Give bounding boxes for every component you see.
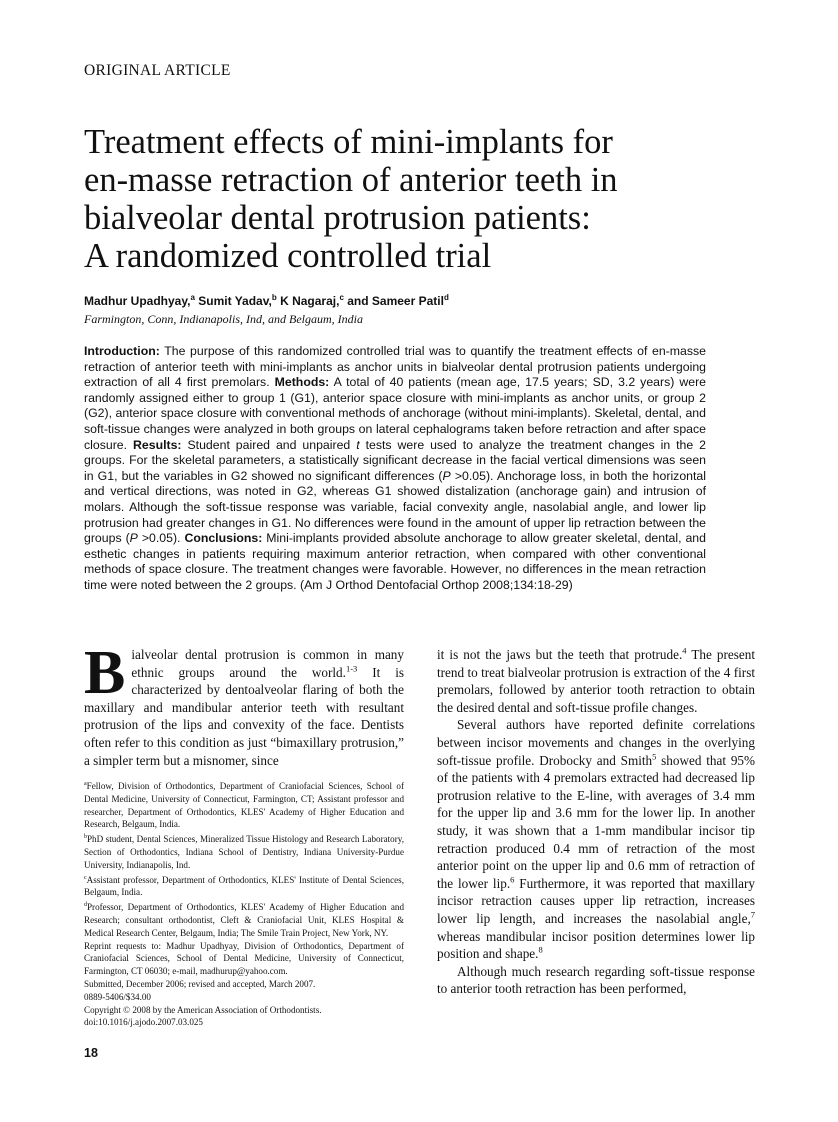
author-sup: a (190, 293, 195, 302)
submission-dates: Submitted, December 2006; revised and accepted, March 2007. (84, 979, 316, 990)
abstract-heading: Results: (133, 437, 182, 452)
right-column (437, 646, 755, 998)
footnote-text: PhD student, Dental Sciences, Mineralized Tissue Histology and Research Laboratory, Section of Orthodontics, Indiana School of Dentistry, Indiana University-Purdue University, Indianapolis, Ind. (84, 834, 404, 870)
article-title (84, 123, 724, 275)
reprint-requests: Reprint requests to: Madhur Upadhyay, Division of Orthodontics, Department of Craniofacial Sciences, School of Dental Medicine, University of Connecticut, Farmington, CT 06030; e-mail, madhurup@yahoo.com. (84, 940, 404, 977)
author-name: K Nagaraj, (276, 294, 340, 308)
body-segment: ialveolar dental protrusion is common in many ethnic groups around the world. (131, 647, 404, 680)
doi: doi:10.1016/j.ajodo.2007.03.025 (84, 1017, 203, 1028)
body-segment: showed that 95% of the patients with 4 premolars extracted had decreased lip protrusion relative to the E-line, with averages of 3.4 mm for the upper lip and 3.6 mm for the lower lip. In another study, it was shown that a 1-mm mandibular incisor tip retraction produced 0.4 mm of retraction of the most anterior point on the upper lip and 0.6 mm of retraction of the lower lip. (437, 752, 755, 891)
author-sup: d (443, 293, 449, 302)
title-line: en-masse retraction of anterior teeth in (84, 161, 618, 199)
body-segment: Furthermore, it was reported that maxillary incisor retraction causes upper lip retraction, increases lower lip length, and increases the nasolabial angle, (437, 875, 756, 926)
footnote-text: Professor, Department of Orthodontics, KLES' Academy of Higher Education and Research; consultant orthodontist, Cleft & Craniofacial Unit, KLES Hospital & Medical Research Center, Belgaum, India; The Smile Train Project, New York, NY. (84, 902, 404, 938)
abstract (84, 344, 706, 594)
page-number: 18 (84, 1046, 98, 1060)
footnote-text: Assistant professor, Department of Orthodontics, KLES' Institute of Dental Sciences, Belgaum, India. (84, 874, 404, 898)
body-segment: it is not the jaws but the teeth that protrude. (437, 647, 683, 662)
author-name: Sumit Yadav, (194, 294, 272, 308)
drop-cap: B (84, 639, 126, 707)
affiliation: Farmington, Conn, Indianapolis, Ind, and Belgaum, India (84, 312, 363, 326)
body-segment: Several authors have reported definite correlations between incisor movements and changes in the overlying soft-tissue profile. Drobocky and Smith (437, 717, 755, 768)
abstract-heading: Conclusions: (184, 531, 263, 546)
abstract-segment: tests were used to analyze the treatment changes in the 2 groups. For the skeletal parameters, a statistically significant decrease in the facial vertical dimensions was seen in G1, but the variables in G2 showed no significant differences ( (84, 437, 706, 483)
footnote (84, 831, 404, 871)
body-paragraph: Although much research regarding soft-tissue response to anterior tooth retraction has been performed, (437, 963, 755, 997)
section-label: ORIGINAL ARTICLE (84, 62, 231, 79)
citation: 5 (652, 751, 657, 762)
abstract-italic: P (129, 531, 138, 546)
intro-paragraph (84, 639, 404, 769)
citation: 1-3 (345, 663, 358, 674)
footnote-text: Fellow, Division of Orthodontics, Department of Craniofacial Sciences, School of Dental Medicine, University of Connecticut, Farmington, CT; Assistant professor and researcher, Department of Orthodontics, KLES' Academy of Higher Education and Research, Belgaum, India. (84, 781, 404, 830)
body-paragraph (437, 716, 755, 962)
citation: 8 (538, 944, 543, 955)
abstract-text (84, 344, 706, 594)
title-line: Treatment effects of mini-implants for (84, 123, 613, 161)
abstract-segment: The purpose of this randomized controlled trial was to quantify the treatment effects of en-masse retraction of anterior teeth with mini-implants as anchor units in bialveolar dental protrusion patients undergoing extraction of all 4 first premolars. (84, 344, 706, 390)
body-paragraph (437, 646, 755, 716)
abstract-segment: >0.05). (137, 531, 185, 546)
abstract-italic: P (442, 468, 451, 483)
author-sup: c (339, 293, 344, 302)
abstract-segment: A total of 40 patients (mean age, 17.5 years; SD, 3.2 years) were randomly assigned either to group 1 (G1), anterior space closure with mini-implants as anchor units, or group 2 (G2), anterior space closure with conventional methods of anchorage (without mini-implants). Skeletal, dental, and soft-tissue changes were analyzed in both groups on lateral cephalograms taken before retraction and after space closure. (84, 375, 707, 452)
footnote-marker: a (84, 781, 87, 787)
citation: 6 (510, 874, 515, 885)
title-line: bialveolar dental protrusion patients: (84, 199, 591, 237)
author-list (84, 293, 449, 308)
body-segment: It is characterized by dentoalveolar flaring of both the maxillary and mandibular anterior teeth with resultant protrusion of the lips and convexity of the face. Dentists often refer to this condition as just “bimaxillary protrusion,” a simpler term but a misnomer, since (84, 664, 404, 768)
copyright: Copyright © 2008 by the American Association of Orthodontists. (84, 1004, 322, 1015)
abstract-segment: Student paired and unpaired (181, 437, 357, 452)
title-line: A randomized controlled trial (84, 237, 492, 275)
abstract-heading: Methods: (274, 375, 330, 390)
footnote (84, 872, 404, 900)
footnote-marker: d (84, 902, 87, 909)
body-segment: The present trend to treat bialveolar protrusion is extraction of the 4 first premolars, followed by anterior tooth retraction to obtain the desired dental and soft-tissue profile changes. (437, 647, 755, 715)
citation: 4 (682, 645, 687, 656)
footnote (84, 778, 404, 831)
footnote-marker: c (84, 874, 87, 881)
abstract-segment: Mini-implants provided absolute anchorage to allow greater skeletal, dental, and esthetic changes in patients requiring maximum anterior retraction, when compared with other conventional methods of space closure. The treatment changes were favorable. However, no differences in the mean retraction time were noted between the 2 groups. (Am J Orthod Dentofacial Orthop 2008;134:18-29) (84, 531, 706, 592)
footnotes (84, 778, 404, 1029)
issn: 0889-5406/$34.00 (84, 991, 151, 1002)
author-sup: b (271, 293, 277, 302)
footnote-marker: b (84, 834, 87, 841)
citation: 7 (750, 909, 755, 920)
footnote (84, 899, 404, 939)
body-segment: whereas mandibular incisor position determines lower lip position and shape. (437, 928, 755, 962)
abstract-segment: >0.05). Anchorage loss, in both the horizontal and vertical directions, was noted in G2, whereas G1 showed distalization (anchorage gain) and intrusion of molars. Although the soft-tissue response was variable, facial convexity angle, nasolabial angle, and lower lip protrusion had greater changes in G1. No differences were found in the amount of upper lip retraction between the groups ( (84, 468, 706, 546)
abstract-italic: t (356, 437, 360, 452)
left-column (84, 639, 404, 769)
author-name: Madhur Upadhyay, (84, 294, 191, 308)
author-name: and Sameer Patil (343, 294, 444, 308)
abstract-heading: Introduction: (84, 344, 160, 358)
